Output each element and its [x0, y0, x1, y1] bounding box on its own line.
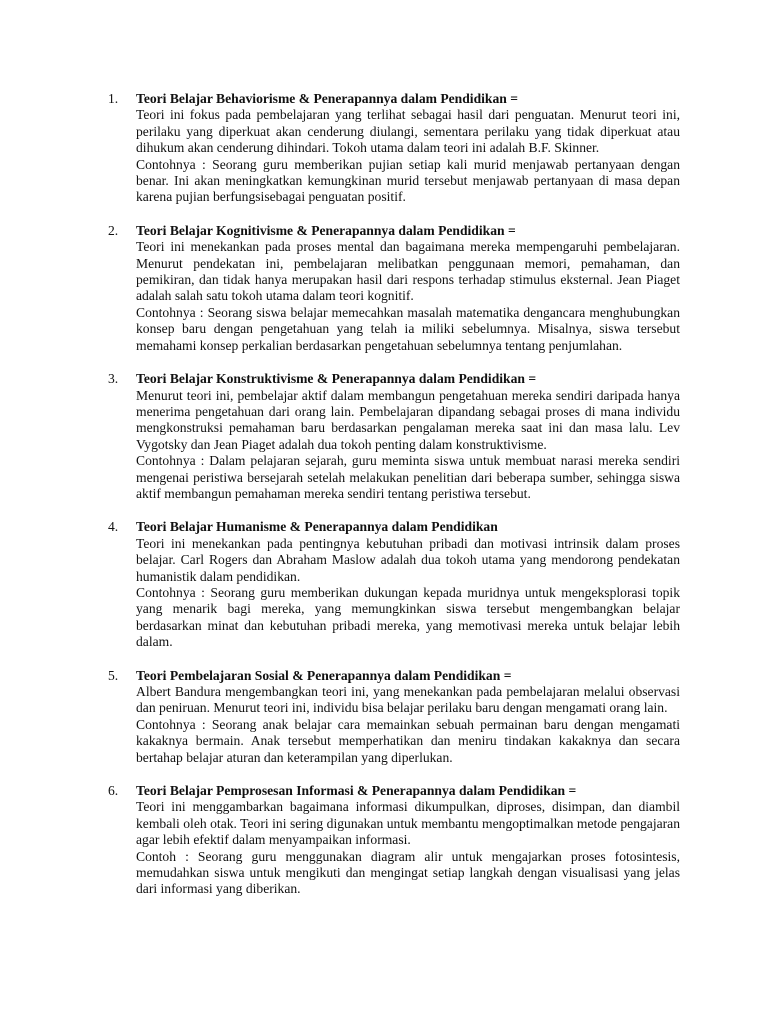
item-description: Teori ini fokus pada pembelajaran yang terlihat sebagai hasil dari penguatan. Menurut teori ini, perilaku yang diperkuat akan cenderung diulangi, sementara perilaku yang tidak diperkuat atau dihukum akan cenderung dihindari. Tokoh utama dalam teori ini adalah B.F. Skinner. — [136, 107, 680, 156]
item-example: Contohnya : Seorang guru memberikan dukungan kepada muridnya untuk mengeksplorasi topik yang menarik bagi mereka, yang memungkinkan siswa tersebut mengembangkan belajar berdasarkan minat dan kebutuhan pribadi mereka, yang memotivasi mereka untuk belajar lebih dalam. — [136, 584, 680, 650]
item-description: Menurut teori ini, pembelajar aktif dalam membangun pengetahuan mereka sendiri daripada hanya menerima pengetahuan dari orang lain. Pembelajaran dipandang sebagai proses di mana individu mengkonstruksi pemahaman baru berdasarkan pengalaman mereka saat ini dan masa lalu. Lev Vygotsky dan Jean Piaget adalah dua tokoh penting dalam konstruktivisme. — [136, 387, 680, 452]
list-item — [108, 371, 680, 502]
item-heading: Teori Belajar Behaviorisme & Penerapannya dalam Pendidikan = — [136, 91, 518, 106]
item-number: 2. — [108, 222, 119, 238]
item-example: Contohnya : Seorang anak belajar cara memainkan sebuah permainan baru dengan mengamati kakaknya bermain. Anak tersebut memperhatikan dan meniru tindakan kakaknya dan secara bertahap belajar aturan dan keterampilan yang diperlukan. — [136, 716, 680, 765]
item-description: Teori ini menekankan pada pentingnya kebutuhan pribadi dan motivasi intrinsik dalam proses belajar. Carl Rogers dan Abraham Maslow adalah dua tokoh utama yang mendorong pendekatan humanistik dalam pendidikan. — [136, 535, 680, 584]
item-number: 5. — [108, 667, 119, 683]
item-number: 4. — [108, 519, 119, 535]
item-heading: Teori Belajar Pemprosesan Informasi & Penerapannya dalam Pendidikan = — [136, 783, 577, 799]
item-example: Contoh : Seorang guru menggunakan diagram alir untuk mengajarkan proses fotosintesis, memudahkan siswa untuk mengikuti dan mengingat setiap langkah dengan visualisasi yang jelas dari informasi yang diberikan. — [136, 848, 680, 897]
learning-theories-list — [108, 91, 680, 915]
item-heading: Teori Pembelajaran Sosial & Penerapannya dalam Pendidikan = — [136, 667, 512, 683]
item-number: 6. — [108, 783, 119, 799]
item-heading: Teori Belajar Humanisme & Penerapannya dalam Pendidikan — [136, 519, 498, 535]
item-description: Teori ini menekankan pada proses mental dan bagaimana mereka mempengaruhi pembelajaran. Menurut pendekatan ini, pembelajaran melibatkan penggunaan memori, pemahaman, dan pemikiran, dan tidak hanya merupakan hasil dari respons terhadap stimulus eksternal. Jean Piaget adalah salah satu tokoh utama dalam teori kognitif. — [136, 239, 680, 304]
list-item — [108, 783, 680, 898]
list-item — [108, 668, 680, 766]
item-heading: Teori Belajar Konstruktivisme & Penerapannya dalam Pendidikan = — [136, 371, 537, 387]
item-number: 1. — [108, 91, 119, 106]
item-description: Teori ini menggambarkan bagaimana informasi dikumpulkan, diproses, disimpan, dan diambil kembali oleh otak. Teori ini sering digunakan untuk membantu mengoptimalkan metode pengajaran agar lebih efektif dalam menyampaikan informasi. — [136, 799, 680, 848]
list-item — [108, 223, 680, 354]
item-number: 3. — [108, 371, 119, 387]
item-heading: Teori Belajar Kognitivisme & Penerapannya dalam Pendidikan = — [136, 222, 516, 238]
list-item — [108, 91, 680, 206]
item-example: Contohnya : Seorang siswa belajar memecahkan masalah matematika dengancara menghubungkan konsep baru dengan pengetahuan yang telah ia miliki sebelumnya. Misalnya, siswa tersebut memahami konsep perkalian berdasarkan pengetahuan sebelumnya tentang penjumlahan. — [136, 304, 680, 353]
item-example: Contohnya : Seorang guru memberikan pujian setiap kali murid menjawab pertanyaan dengan benar. Ini akan meningkatkan kemungkinan murid tersebut menjawab pertanyaan di masa depan karena pujian berfungsisebagai penguatan positif. — [136, 156, 680, 205]
item-example: Contohnya : Dalam pelajaran sejarah, guru meminta siswa untuk membuat narasi mereka sendiri mengenai peristiwa bersejarah setelah melakukan penelitian dari beberapa sumber, sehingga siswa aktif membangun pemahaman mereka sendiri tentang peristiwa tersebut. — [136, 453, 680, 501]
item-description: Albert Bandura mengembangkan teori ini, yang menekankan pada pembelajaran melalui observasi dan peniruan. Menurut teori ini, individu bisa belajar perilaku baru dengan mengamati orang lain. — [136, 684, 680, 716]
list-item — [108, 519, 680, 650]
